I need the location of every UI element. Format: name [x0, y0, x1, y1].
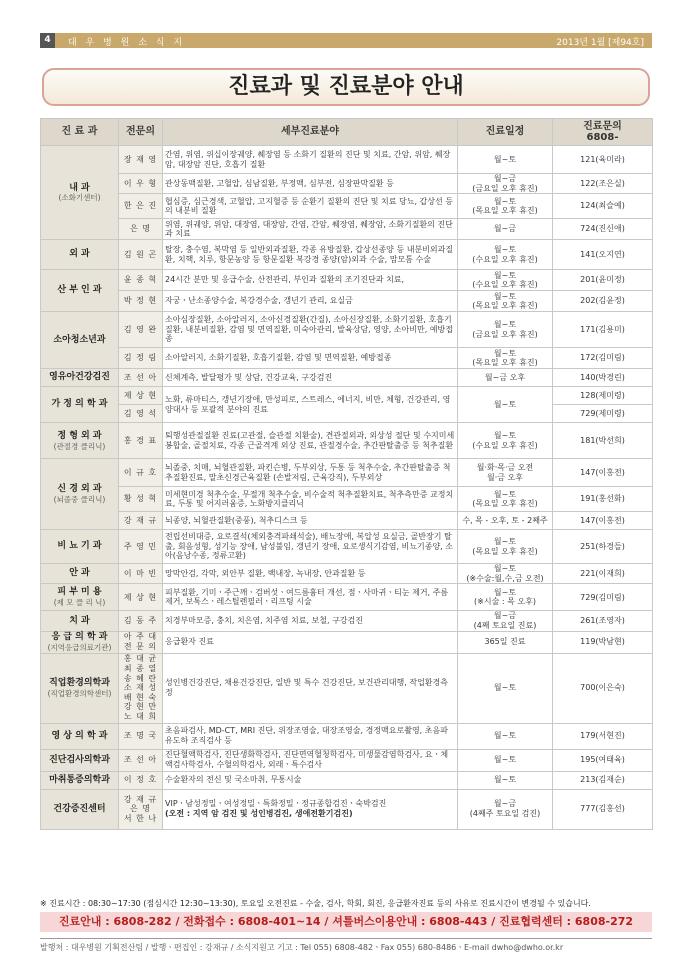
department-name [41, 423, 119, 459]
issue-label: 2013년 1월 [제94호] [556, 38, 644, 48]
detail-text: 협심증, 심근경색, 고혈압, 고지혈증 등 순환기 질환의 진단 및 치료 당뇨, 갑상선 등의 내분비 질환 [165, 196, 453, 216]
detail-text: 24시간 분만 및 응급수술, 산전관리, 부인과 질환의 조기진단과 치료, [165, 275, 405, 285]
table-row [41, 348, 653, 369]
detail-cell [163, 291, 458, 312]
contact-cell: 202(김윤정) [553, 291, 653, 312]
schedule-cell: 월~금 (금요일 오후 휴진) [458, 174, 553, 194]
contact-cell: 147(이홍전) [553, 459, 653, 487]
department-name [41, 240, 119, 270]
doctor-name: 한 은 진 [119, 194, 163, 219]
doctor-name: 이 마 빈 [119, 564, 163, 584]
contact-cell: 147(이홍전) [553, 512, 653, 530]
doctor-name: 김 영 석 [119, 405, 163, 423]
table-row [41, 291, 653, 312]
contact-cell: 777(김홍선) [553, 789, 653, 829]
detail-text: 망막안검, 각막, 외안부 질환, 백내장, 녹내장, 안과질환 등 [165, 568, 366, 578]
contact-cell: 251(하경들) [553, 530, 653, 564]
detail-cell [163, 174, 458, 194]
schedule-cell: 월~토 (※수술:월,수,금 오전) [458, 564, 553, 584]
department-label: 정 형 외 과 [57, 430, 102, 441]
detail-text: 소아심장질환, 소아알러지, 소아신경질환(간질), 소아신장질환, 소화기질환, 호흡기질환, 내분비질환, 감염 및 면역질환, 미숙아관리, 발육상담, 영양, 소아비만, 예방접종 [165, 315, 453, 344]
hours-note: ※ 진료시간 : 08:30~17:30 (점심시간 12:30~13:30), 토요일 오전진료 - 수술, 검사, 학회, 회진, 응급환자진료 등의 사유로 진료시간이 변경될 수 있습니다. [40, 899, 591, 908]
department-name [41, 631, 119, 653]
detail-cell [163, 530, 458, 564]
contact-cell: 179(서현진) [553, 723, 653, 749]
detail-text: 수술환자의 전신 및 국소마취, 무통시술 [165, 775, 302, 785]
department-name [41, 653, 119, 723]
table-row [41, 611, 653, 631]
detail-text: 간염, 위염, 위십이장궤양, 췌장염 등 소화기 질환의 진단 및 치료, 간암, 위암, 췌장암, 대장암 진단, 호흡기 질환 [165, 149, 451, 169]
detail-cell [163, 423, 458, 459]
table-row [41, 653, 653, 723]
detail-cell [163, 564, 458, 584]
detail-cell [163, 789, 458, 829]
department-label: 직업환경의학과 [49, 678, 110, 689]
detail-cell [163, 240, 458, 270]
doctor-name: 주 영 민 [119, 530, 163, 564]
detail-text: 치경부마모증, 충치, 치은염, 치주염 치료, 보철, 구강검진 [165, 616, 363, 626]
doctor-name: 장 재 영 [119, 146, 163, 174]
detail-text: VIPㆍ남성정밀ㆍ여성정밀ㆍ특화정밀ㆍ정규종합검진ㆍ숙박검진 [165, 799, 387, 809]
detail-text: 위염, 위궤양, 위암, 대장염, 대장암, 간염, 간암, 췌장염, 췌장암, 소화기질환의 진단과 치료 [165, 219, 453, 239]
schedule-cell: 월~금 (4째주 토요일 검진) [458, 789, 553, 829]
detail-text: 미세현미경 척추수술, 무절개 척추수술, 비수술적 척추질환치료, 척추측만증 교정치료, 두통 및 어지러움증, 노화방지클리닉 [165, 489, 454, 509]
department-label: 영 상 의 학 과 [51, 730, 108, 741]
detail-cell [163, 771, 458, 789]
contact-cell: 122(조은실) [553, 174, 653, 194]
doctor-name: 홍 대 균 최 종 열 송 혜 란 소 재 성 배 현 숙 강 현 만 노 대 희 [119, 653, 163, 723]
doctor-name: 김 동 주 [119, 611, 163, 631]
detail-cell [163, 219, 458, 240]
schedule-cell: 월~토 (목요일 오후 휴진) [458, 194, 553, 219]
table-row [41, 423, 653, 459]
contact-cell: 140(박경린) [553, 369, 653, 387]
detail-text: 신체계측, 발달평가 및 상담, 건강교육, 구강검진 [165, 372, 333, 382]
doctor-name: 홍 경 표 [119, 423, 163, 459]
doctor-name: 황 성 혁 [119, 487, 163, 512]
detail-text: 자궁ㆍ난소종양수술, 복강경수술, 갱년기 관리, 요실금 [165, 296, 353, 306]
doctor-name: 아 주 대 전 문 의 [119, 631, 163, 653]
contact-cell: 119(박남현) [553, 631, 653, 653]
contact-cell: 121(육미라) [553, 146, 653, 174]
detail-cell [163, 369, 458, 387]
department-sub: (제 모 클 리 닉) [53, 598, 106, 608]
header-dept: 진 료 과 [41, 119, 119, 146]
schedule-cell: 월~토 (목요일 오후 휴진) [458, 487, 553, 512]
detail-text: 뇌종양, 뇌혈관질환(중풍), 척추디스크 등 [165, 515, 308, 525]
detail-cell [163, 723, 458, 749]
page-number: 4 [40, 33, 55, 48]
department-name [41, 771, 119, 789]
contact-cell: 724(진신애) [553, 219, 653, 240]
department-name [41, 723, 119, 749]
detail-cell [163, 146, 458, 174]
department-label: 진단검사의학과 [49, 754, 110, 765]
doctor-name: 윤 종 혁 [119, 270, 163, 291]
contact-cell: 195(여태육) [553, 749, 653, 771]
table-row [41, 312, 653, 348]
department-sub: (직업환경의학센터) [47, 688, 112, 698]
detail-cell [163, 749, 458, 771]
schedule-cell: 월·화·목·금 오전 월·금 오후 [458, 459, 553, 487]
page-title: 진료과 및 진료분야 안내 [42, 68, 650, 106]
department-name [41, 146, 119, 240]
schedule-cell: 월~토 [458, 653, 553, 723]
table-row [41, 631, 653, 653]
detail-cell [163, 487, 458, 512]
department-label: 건강증진센터 [53, 803, 106, 814]
detail-cell [163, 631, 458, 653]
department-label: 산 부 인 과 [57, 285, 102, 296]
doctor-name: 강 재 규 [119, 512, 163, 530]
detail-text-bold: (오전 : 지역 암 검진 및 성인병검진, 생애전환기검진) [165, 809, 353, 819]
department-table [40, 118, 653, 830]
table-row [41, 369, 653, 387]
table-row [41, 530, 653, 564]
department-name [41, 611, 119, 631]
department-name [41, 749, 119, 771]
table-row [41, 194, 653, 219]
department-label: 가 정 의 학 과 [51, 399, 108, 410]
schedule-cell: 월~토 [458, 771, 553, 789]
detail-cell [163, 270, 458, 291]
publisher-footer: 발행처 : 대우병원 기획전산팀 / 발행ㆍ편집인 : 강재규 / 소식지원고 기고 : Tel 055) 6808-482ㆍFax 055) 680-8486ㆍE-mail dwho@dwho.or.kr [40, 938, 652, 953]
contact-cell: 729(김미림) [553, 584, 653, 611]
table-row [41, 240, 653, 270]
table-row [41, 146, 653, 174]
department-name [41, 564, 119, 584]
department-sub: (소화기센터) [58, 193, 101, 203]
table-row [41, 174, 653, 194]
department-label: 신 경 외 과 [57, 484, 102, 495]
table-row [41, 584, 653, 611]
department-label: 피 부 미 용 [57, 587, 102, 598]
header-detail: 세부진료분야 [163, 119, 458, 146]
department-name [41, 584, 119, 611]
department-sub: (뇌졸중 클리닉) [53, 495, 106, 505]
doctor-name: 이 규 호 [119, 459, 163, 487]
detail-cell [163, 653, 458, 723]
detail-text: 퇴행성관절질환 진료(고관절, 슬관절 치환술), 견관절외과, 외상성 절단 및 수지미세봉합술, 골절치료, 각종 근골격계 외상 진료, 관절경수술, 추간판탈출증 등 척추질환 [165, 431, 455, 450]
detail-text: 초음파검사, MD-CT, MRI 진단, 위장조영술, 대장조영술, 경정맥요로촬영, 초음파유도하 조직검사 등 [165, 726, 448, 746]
detail-text: 진단혈액학검사, 진단생화학검사, 진단면역혈청학검사, 미생물감염학검사, 요ㆍ체액검사학검사, 수혈의학검사, 외래ㆍ특수검사 [165, 750, 449, 770]
table-row [41, 270, 653, 291]
contact-cell: 700(이은숙) [553, 653, 653, 723]
contact-cell: 191(홍선화) [553, 487, 653, 512]
detail-text: 관상동맥질환, 고혈압, 심남질환, 부정맥, 심부전, 심장판막질환 등 [165, 178, 394, 188]
contact-cell: 124(최슬예) [553, 194, 653, 219]
department-name [41, 387, 119, 423]
department-sub: (관절경 클리닉) [53, 441, 106, 451]
contact-cell: 729(제미령) [553, 405, 653, 423]
detail-text: 뇌졸중, 치매, 뇌혈관질환, 파킨슨병, 두부외상, 두통 등 척추수술, 추간판탈출증 척추질환진료, 말초신경근육질환 (손발저림, 근육강직), 두부외상 [165, 463, 451, 482]
detail-cell [163, 512, 458, 530]
department-label: 비 뇨 기 과 [57, 541, 102, 552]
department-name [41, 312, 119, 369]
table-row [41, 512, 653, 530]
doctor-name: 김 원 곤 [119, 240, 163, 270]
page-header [40, 33, 652, 48]
contact-cell: 172(김미림) [553, 348, 653, 369]
department-name [41, 789, 119, 829]
newsletter-name: 대 우 병 원 소 식 지 [68, 38, 186, 48]
department-label: 응 급 의 학 과 [51, 632, 108, 643]
table-header [41, 119, 653, 146]
department-label: 소아청소년과 [53, 334, 106, 345]
contact-cell: 128(제미령) [553, 387, 653, 405]
detail-cell [163, 584, 458, 611]
schedule-cell: 월~금 오후 [458, 369, 553, 387]
doctor-name: 조 명 국 [119, 723, 163, 749]
contact-cell: 141(오지연) [553, 240, 653, 270]
schedule-cell: 월~토 (금요일 오후 휴진) [458, 312, 553, 348]
detail-text: 탈장, 충수염, 복막염 등 일반외과질환, 각종 유방질환, 갑상선종양 등 내분비외과질환, 치핵, 치루, 항문농양 등 항문질환 복강경 종양(암)외과 수술, 맘모톰 수술 [165, 245, 454, 264]
doctor-name: 조 선 아 [119, 749, 163, 771]
department-name [41, 270, 119, 312]
detail-text: 노화, 류마티스, 갱년기장애, 만성피로, 스트레스, 에너지, 비만, 체형, 건강관리, 영양대사 등 포괄적 분야의 진료 [165, 395, 451, 414]
table-row [41, 564, 653, 584]
contact-cell: 201(윤미정) [553, 270, 653, 291]
contact-cell: 181(박선희) [553, 423, 653, 459]
doctor-name: 이 우 형 [119, 174, 163, 194]
schedule-cell: 월~토 [458, 749, 553, 771]
contact-cell: 213(김재순) [553, 771, 653, 789]
doctor-name: 박 정 현 [119, 291, 163, 312]
department-label: 내 과 [69, 182, 90, 193]
schedule-cell: 수, 목 - 오후, 토 - 2째주 [458, 512, 553, 530]
department-label: 외 과 [69, 249, 90, 260]
header-contact: 진료문의 6808- [553, 119, 653, 146]
table-row [41, 789, 653, 829]
doctor-name: 제 상 현 [119, 584, 163, 611]
doctor-name: 김 영 완 [119, 312, 163, 348]
department-name [41, 530, 119, 564]
schedule-cell: 월~토 (목요일 오후 휴진) [458, 348, 553, 369]
department-label: 치 과 [69, 615, 90, 626]
schedule-cell: 월~토 (목요일 오후 휴진) [458, 530, 553, 564]
department-label: 안 과 [69, 568, 90, 579]
department-name [41, 369, 119, 387]
contact-cell: 261(조영자) [553, 611, 653, 631]
detail-text: 전립선비대증, 요로결석(체외충격파쇄석술), 배뇨장애, 복압성 요실금, 골반장기 탈출, 회음성형, 성기능 장애, 남성불임, 갱년기 장애, 요로생식기감염, 비뇨기종양, 소아(음낭수종, 정류고환) [165, 532, 453, 561]
schedule-cell: 월~금 [458, 219, 553, 240]
doctor-name: 조 선 아 [119, 369, 163, 387]
detail-cell [163, 459, 458, 487]
department-label: 영유아건강검진 [49, 372, 110, 383]
table-row [41, 771, 653, 789]
schedule-cell: 월~토 (수요일 오후 휴진) [458, 423, 553, 459]
doctor-name: 강 재 규 은 명 서 한 나 [119, 789, 163, 829]
detail-cell [163, 312, 458, 348]
detail-cell [163, 387, 458, 423]
schedule-cell: 365일 진료 [458, 631, 553, 653]
doctor-name: 은 명 [119, 219, 163, 240]
schedule-cell: 월~토 [458, 723, 553, 749]
schedule-cell: 월~토 (※시술 : 목 오후) [458, 584, 553, 611]
contact-banner: 진료안내 : 6808-282 / 전화접수 : 6808-401~14 / 셔틀버스이용안내 : 6808-443 / 진료협력센터 : 6808-272 [40, 912, 652, 932]
detail-cell [163, 194, 458, 219]
department-name [41, 459, 119, 530]
schedule-cell: 월~토 (수요일 오후 휴진) [458, 270, 553, 291]
schedule-cell: 월~금 (4째 토요일 진료) [458, 611, 553, 631]
doctor-name: 김 정 림 [119, 348, 163, 369]
table-row [41, 387, 653, 405]
detail-text: 소아알러지, 소화기질환, 호흡기질환, 감염 및 면역질환, 예방접종 [165, 353, 392, 363]
detail-cell [163, 611, 458, 631]
header-schedule: 진료일정 [458, 119, 553, 146]
schedule-cell: 월~토 (수요일 오후 휴진) [458, 240, 553, 270]
table-row [41, 487, 653, 512]
detail-text: 성인병건강진단, 채용건강진단, 일반 및 특수 건강진단, 보건관리대행, 작업환경측정 [165, 678, 448, 698]
table-row [41, 749, 653, 771]
schedule-cell: 월~토 [458, 146, 553, 174]
table-row [41, 459, 653, 487]
department-label: 마취통증의학과 [49, 774, 110, 785]
department-sub: (지역응급의료기관) [47, 642, 112, 652]
detail-text: 응급환자 진료 [165, 637, 214, 647]
header-doctor: 전문의 [119, 119, 163, 146]
contact-cell: 171(김용미) [553, 312, 653, 348]
schedule-cell: 월~토 [458, 387, 553, 423]
schedule-cell: 월~토 (목요일 오후 휴진) [458, 291, 553, 312]
doctor-name: 제 상 현 [119, 387, 163, 405]
table-row [41, 723, 653, 749]
detail-text: 피부질환, 기미ㆍ주근깨ㆍ검버섯ㆍ여드름흉터 개선, 점ㆍ사마귀ㆍ티눈 제거, 주름 제거, 보톡스ㆍ레스틸렌필러ㆍ리프팅 시술 [165, 587, 449, 607]
contact-cell: 221(이재희) [553, 564, 653, 584]
doctor-name: 이 정 호 [119, 771, 163, 789]
table-row [41, 219, 653, 240]
detail-cell [163, 348, 458, 369]
